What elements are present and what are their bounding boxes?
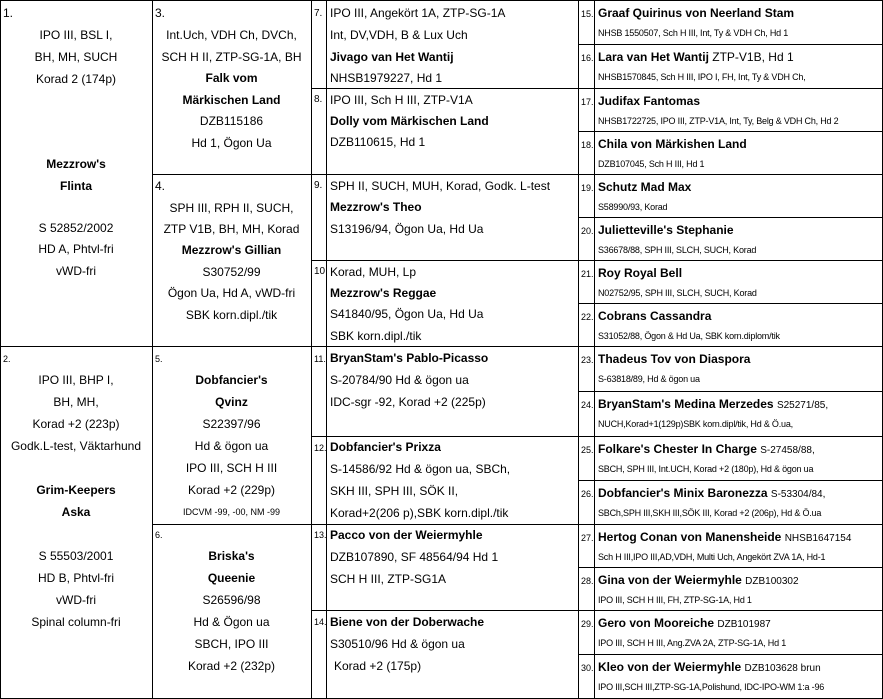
health-info: S-20784/90 Hd & ögon ua — [330, 373, 469, 387]
ancestor-number: 20. — [581, 226, 594, 236]
name-line — [595, 2, 881, 24]
health-info: IDCVM -99, -00, NM -99 — [182, 507, 281, 517]
ancestor-number: 19. — [581, 183, 594, 193]
grid-line — [578, 44, 883, 45]
titles-info: NHSB1570845, Sch H III, IPO I, FH, Int, Ty & VDH Ch, — [598, 72, 806, 82]
ancestor-number: 25. — [581, 445, 594, 455]
dog-name: BryanStam's Medina Merzedes — [598, 397, 774, 411]
dog-name: Mezzrow's — [46, 157, 106, 171]
title-line: Int.Uch, VDH Ch, DVCh, — [166, 28, 297, 42]
health-info: HD B, Phtvl-fri — [37, 571, 114, 585]
health-info: HD A, Phtvl-fri — [38, 242, 114, 256]
ancestor-number: 15. — [581, 9, 594, 19]
registration-number: NHSB1647154 — [784, 533, 852, 544]
registration-number: DZB101987 — [717, 619, 771, 630]
dog-name: Folkare's Chester In Charge — [598, 442, 757, 456]
dog-name: Dolly vom Märkischen Land — [330, 114, 489, 128]
ancestor-number: 27. — [581, 533, 594, 543]
dog-name: Cobrans Cassandra — [598, 309, 712, 323]
ancestor-number: 14. — [314, 617, 327, 627]
registration-number: S-27458/88, — [760, 445, 815, 456]
registration-number: ZTP-V1B, Hd 1 — [712, 50, 794, 64]
titles-info: S58990/93, Korad — [598, 202, 668, 212]
health-info: Ögon Ua, Hd A, vWD-fri — [167, 286, 296, 300]
dog-name: Qvinz — [215, 395, 248, 409]
health-info: SBK korn.dipl./tik — [330, 329, 422, 343]
ancestor-number: 18. — [581, 140, 594, 150]
health-info: vWD-fri — [56, 593, 96, 607]
dog-name: Aska — [61, 505, 91, 519]
ancestor-number: 1. — [3, 6, 14, 20]
ancestor-number: 8. — [314, 94, 323, 105]
title-line: ZTP V1B, BH, MH, Korad — [163, 222, 300, 236]
title-line: IPO III, BSL I, — [39, 28, 113, 42]
dog-name: Hertog Conan von Manensheide — [598, 530, 782, 544]
title-line: SCH H II, ZTP-SG-1A, BH — [161, 50, 302, 64]
dog-name: Judifax Fantomas — [598, 94, 701, 108]
dog-name: Biene von der Doberwache — [330, 615, 485, 629]
dog-name: Kleo von der Weiermyhle — [598, 660, 742, 674]
dog-name: Mezzrow's Gillian — [181, 243, 282, 257]
health-info: IPO III, SCH H III — [185, 461, 278, 475]
dog-name: Julietteville's Stephanie — [598, 223, 734, 237]
title-line: IPO III, Sch H III, ZTP-V1A — [330, 93, 473, 107]
dog-name: Chila von Märkishen Land — [598, 137, 747, 151]
dog-name: Pacco von der Weiermyhle — [330, 528, 483, 542]
grid-line — [578, 480, 883, 481]
health-info: SBCH, IPO III — [194, 637, 269, 651]
health-info: S30510/96 Hd & ögon ua — [330, 637, 465, 651]
titles-info: Sch H III,IPO III,AD,VDH, Multi Uch, Angekört ZVA 1A, Hd-1 — [598, 552, 826, 562]
title-line: IPO III, BHP I, — [38, 373, 114, 387]
ancestor-number: 6. — [155, 530, 163, 540]
health-info: SKH III, SPH III, SÖK II, — [330, 484, 459, 498]
titles-info: S-63818/89, Hd & ögon ua — [598, 374, 700, 384]
dog-name: Gina von der Weiermyhle — [598, 573, 742, 587]
name-line — [595, 348, 881, 370]
name-line — [595, 305, 881, 327]
dog-name: Falk vom — [205, 71, 258, 85]
titles-info: IPO III, SCH H III, Ang.ZVA 2A, ZTP-SG-1A, Hd 1 — [598, 638, 786, 648]
registration-number: DZB115186 — [199, 114, 264, 128]
titles-info: SBCh,SPH III,SKH III,SÖK III, Korad +2 (206p), Hd & Ö.ua — [598, 508, 822, 518]
dog-name: Flinta — [60, 179, 92, 193]
health-info: Korad +2 (232p) — [187, 659, 276, 673]
registration-number: NHSB1979227, Hd 1 — [330, 71, 443, 85]
titles-info: IPO III,SCH III,ZTP-SG-1A,Polishund, IDC-IPO-WM 1:a -96 — [598, 682, 825, 692]
registration-number: S26596/98 — [202, 593, 261, 607]
registration-number: S25271/85, — [776, 400, 829, 411]
name-line — [595, 262, 881, 284]
titles-info: NHSB 1550507, Sch H III, Int, Ty & VDH Ch, Hd 1 — [598, 28, 789, 38]
ancestor-number: 4. — [155, 179, 166, 193]
health-info: S-14586/92 Hd & ögon ua, SBCh, — [330, 462, 511, 476]
ancestor-number: 28. — [581, 576, 594, 586]
ancestor-number: 3. — [155, 6, 166, 20]
health-info: Hd & ögon ua — [194, 439, 269, 453]
dog-name: Briska's — [208, 549, 255, 563]
grid-line — [0, 0, 883, 1]
dog-name: Queenie — [207, 571, 256, 585]
registration-number: DZB100302 — [745, 576, 799, 587]
health-info: DZB107890, SF 48564/94 Hd 1 — [330, 550, 499, 564]
health-info: IDC-sgr -92, Korad +2 (225p) — [330, 395, 486, 409]
ancestor-number: 10 — [314, 266, 326, 277]
title-line: IPO III, Angekört 1A, ZTP-SG-1A — [330, 6, 506, 20]
title-line: BH, MH, — [53, 395, 99, 409]
dog-name: Mezzrow's Reggae — [330, 286, 437, 300]
title-line: SPH III, RPH II, SUCH, — [169, 201, 294, 215]
health-info: SBK korn.dipl./tik — [185, 308, 278, 322]
ancestor-number: 30. — [581, 663, 594, 673]
health-info: Hd 1, Ögon Ua — [191, 136, 272, 150]
titles-info: DZB107045, Sch H III, Hd 1 — [598, 159, 705, 169]
titles-info: NUCH,Korad+1(129p)SBK korn.dipl/tik, Hd & Ö.ua, — [598, 419, 793, 429]
health-info: Korad+2(206 p),SBK korn.dipl./tik — [330, 506, 509, 520]
name-line — [595, 219, 881, 241]
ancestor-number: 2. — [3, 354, 11, 364]
registration-number: S41840/95, Ögon Ua, Hd Ua — [330, 307, 484, 321]
title-line: Korad +2 (223p) — [32, 417, 120, 431]
ancestor-number: 9. — [314, 180, 323, 191]
dog-name: Märkischen Land — [182, 93, 281, 107]
titles-info: S31052/88, Ögon & Hd Ua, SBK korn.diplom/tik — [598, 331, 780, 341]
dog-name: Roy Royal Bell — [598, 266, 683, 280]
registration-number: S 52852/2002 — [38, 221, 114, 235]
title-line: Godk.L-test, Väktarhund — [10, 439, 142, 453]
registration-number: S22397/96 — [202, 417, 261, 431]
titles-info: IPO III, SCH H III, FH, ZTP-SG-1A, Hd 1 — [598, 595, 752, 605]
dog-name: Lara van Het Wantij — [598, 50, 709, 64]
titles-info: S36678/88, SPH III, SLCH, SUCH, Korad — [598, 245, 757, 255]
health-info: Spinal column-fri — [31, 615, 121, 629]
dog-name: Thadeus Tov von Diaspora — [598, 352, 751, 366]
titles-info: NHSB1722725, IPO III, ZTP-V1A, Int, Ty, Belg & VDH Ch, Hd 2 — [598, 116, 839, 126]
dog-name: Jivago van Het Wantij — [330, 50, 454, 64]
health-info: Korad +2 (175p) — [334, 659, 422, 673]
health-info: SCH H III, ZTP-SG1A — [330, 572, 447, 586]
dog-name: Dobfancier's — [195, 373, 268, 387]
title-line: Korad 2 (174p) — [35, 72, 117, 86]
dog-name: Schutz Mad Max — [598, 180, 692, 194]
ancestor-number: 13. — [314, 530, 327, 540]
title-line: SPH II, SUCH, MUH, Korad, Godk. L-test — [330, 179, 551, 193]
ancestor-number: 16. — [581, 53, 594, 63]
ancestor-number: 23. — [581, 355, 594, 365]
ancestor-number: 26. — [581, 489, 594, 499]
dog-name: Grim-Keepers — [36, 483, 116, 497]
title-line: Int, DV,VDH, B & Lux Uch — [330, 28, 468, 42]
dog-name: Dobfancier's Prixza — [330, 440, 441, 454]
dog-name: Dobfancier's Minix Baronezza — [598, 486, 768, 500]
health-info: Hd & Ögon ua — [193, 615, 270, 629]
grid-line — [578, 654, 883, 655]
title-line: BH, MH, SUCH — [34, 50, 118, 64]
ancestor-number: 12. — [314, 443, 327, 453]
dog-name: Graaf Quirinus von Neerland Stam — [598, 6, 795, 20]
ancestor-number: 5. — [155, 354, 163, 364]
name-line — [595, 176, 881, 198]
dog-name: Gero von Mooreiche — [598, 616, 715, 630]
health-info: Korad +2 (229p) — [187, 483, 276, 497]
ancestor-number: 29. — [581, 619, 594, 629]
registration-number: S30752/99 — [202, 265, 261, 279]
ancestor-number: 11. — [314, 354, 326, 364]
registration-number: S13196/94, Ögon Ua, Hd Ua — [330, 222, 484, 236]
health-info: vWD-fri — [56, 264, 96, 278]
ancestor-number: 17. — [581, 97, 594, 107]
ancestor-number: 7. — [314, 8, 323, 19]
name-line — [595, 133, 881, 155]
titles-info: SBCH, SPH III, Int.UCH, Korad +2 (180p), Hd & ögon ua — [598, 464, 814, 474]
ancestor-number: 21. — [581, 269, 594, 279]
registration-number: S-53304/84, — [770, 489, 826, 500]
titles-info: N02752/95, SPH III, SLCH, SUCH, Korad — [598, 288, 757, 298]
registration-number: S 55503/2001 — [38, 549, 114, 563]
title-line: Korad, MUH, Lp — [330, 265, 417, 279]
registration-number: DZB110615, Hd 1 — [330, 135, 426, 149]
name-line — [595, 46, 881, 68]
ancestor-number: 24. — [581, 400, 594, 410]
registration-number: DZB103628 brun — [744, 663, 821, 674]
grid-line — [578, 391, 883, 392]
name-line — [595, 90, 881, 112]
dog-name: BryanStam's Pablo-Picasso — [330, 351, 489, 365]
ancestor-number: 22. — [581, 312, 594, 322]
dog-name: Mezzrow's Theo — [330, 200, 422, 214]
